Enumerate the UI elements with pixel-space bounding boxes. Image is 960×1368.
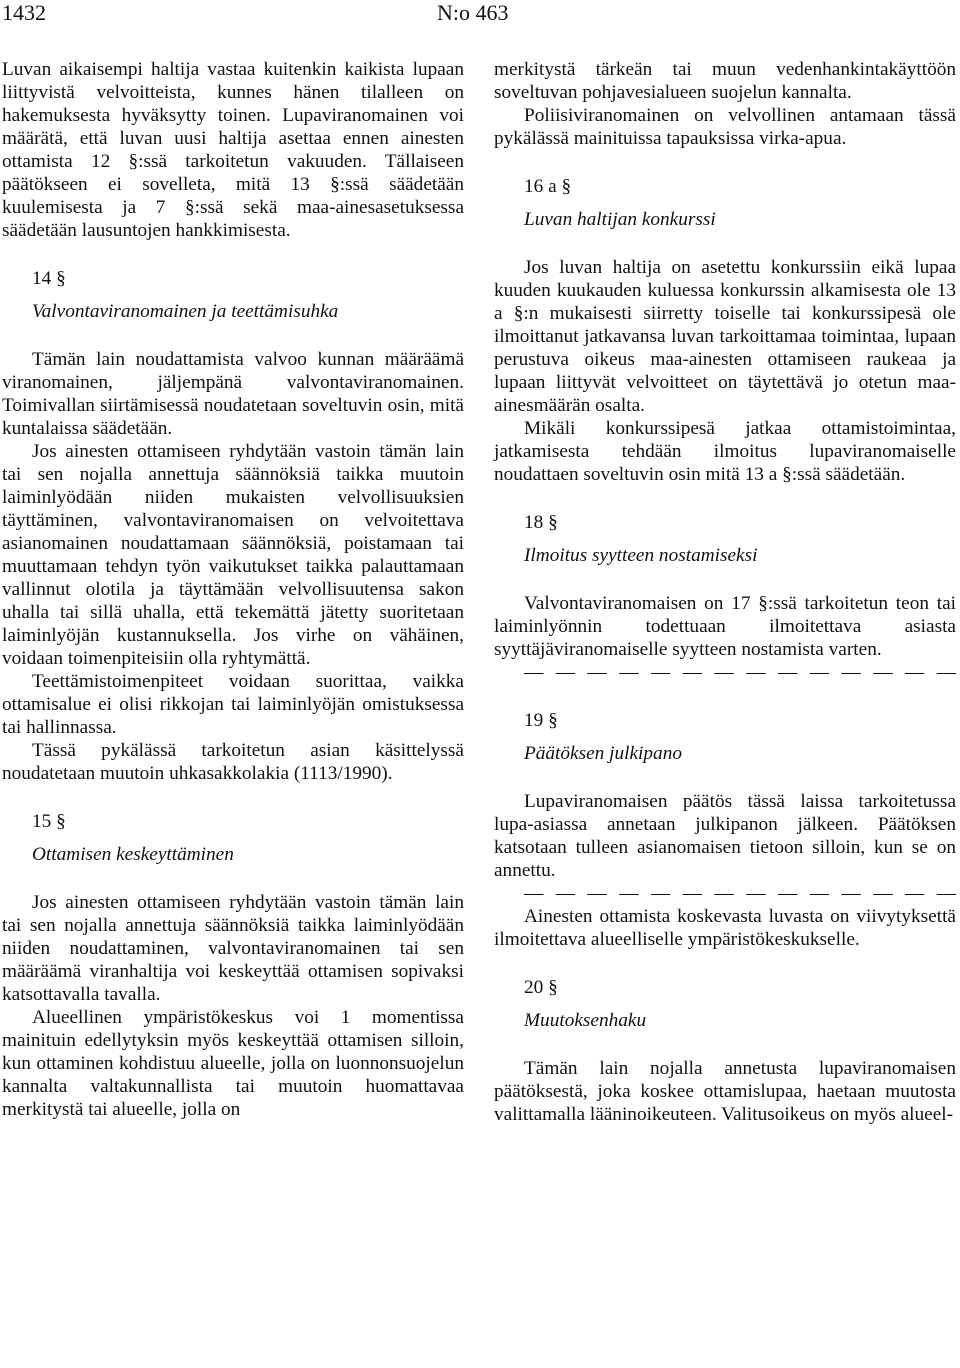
section-title: Valvontaviranomainen ja teettämisuhka	[32, 301, 339, 322]
section-number: 15 §	[32, 811, 66, 832]
paragraph: Tämän lain noudattamista valvoo kunnan määräämä viranomainen, jäljempänä valvontaviranomainen. Toimivallan siirtämisessä noudatetaan soveltuvin osin, mitä kuntalaissa säädetään.	[2, 349, 464, 439]
paragraph: Jos ainesten ottamiseen ryhdytään vastoin tämän lain tai sen nojalla annettuja säännöksiä taikka laiminlyödään niiden noudattaminen, valvontaviranomainen tai sen määräämä viranhaltija voi keskeyttää ottamisen sopivaksi katsottavalla tavalla.	[2, 892, 464, 1005]
left-column	[2, 58, 464, 1121]
omission-dashes: — — — — — — — — — — — — — —	[524, 883, 956, 904]
paragraph: Alueellinen ympäristökeskus voi 1 momentissa mainituin edellytyksin myös keskeyttää ottamisen silloin, kun ottaminen kohdistuu alueelle, jolla on luonnonsuojelun kannalta valtakunnallista tai muutoin huomattavaa merkitystä tai alueelle, jolla on	[2, 1007, 464, 1120]
paragraph: Mikäli konkurssipesä jatkaa ottamistoimintaa, jatkamisesta tehdään ilmoitus lupaviranomaiselle noudattaen soveltuvin osin mitä 13 a §:ssä säädetään.	[494, 418, 956, 485]
section-title: Luvan haltijan konkurssi	[524, 209, 716, 230]
paragraph: Tässä pykälässä tarkoitetun asian käsittelyssä noudatetaan muutoin uhkasakkolakia (1113/1990).	[2, 740, 464, 784]
paragraph: Jos ainesten ottamiseen ryhdytään vastoin tämän lain tai sen nojalla annettuja säännöksiä taikka muutoin laiminlyödään niiden mukaisten velvollisuuksien täyttäminen, valvontaviranomaisen on velvoitettava asianomainen noudattamaan säännöksiä, poistamaan tai muuttamaan tehdyn työn vaikutukset taikka palauttamaan vallinnut olotila ja täyttämään velvollisuutensa sakon uhalla tai sillä uhalla, että tekemättä jätetty suoritetaan laiminlyöjän kustannuksella. Jos virhe on vähäinen, voidaan toimenpiteisiin olla ryhtymättä.	[2, 441, 464, 669]
paragraph: Ainesten ottamista koskevasta luvasta on viivytyksettä ilmoitettava alueelliselle ympäristökeskukselle.	[494, 906, 956, 950]
section-number: 18 §	[524, 512, 558, 533]
section-number: 16 a §	[524, 176, 572, 197]
section-number: 14 §	[32, 268, 66, 289]
page-header	[0, 0, 960, 30]
section-title: Päätöksen julkipano	[524, 743, 682, 764]
paragraph: merkitystä tärkeän tai muun vedenhankintakäyttöön soveltuvan pohjavesialueen suojelun kannalta.	[494, 59, 956, 103]
paragraph: Teettämistoimenpiteet voidaan suorittaa, vaikka ottamisalue ei olisi rikkojan tai laiminlyöjän omistuksessa tai hallinnassa.	[2, 671, 464, 738]
section-number: 20 §	[524, 977, 558, 998]
paragraph: Tämän lain nojalla annetusta lupaviranomaisen päätöksestä, joka koskee ottamislupaa, haetaan muutosta valittamalla lääninoikeuteen. Valitusoikeus on myös alueel-	[494, 1058, 956, 1125]
paragraph: Poliisiviranomainen on velvollinen antamaan tässä pykälässä mainituissa tapauksissa virka-apua.	[494, 105, 956, 149]
section-title: Muutoksenhaku	[524, 1010, 647, 1031]
issue-number: N:o 463	[437, 0, 509, 25]
section-number: 19 §	[524, 710, 558, 731]
paragraph: Valvontaviranomaisen on 17 §:ssä tarkoitetun teon tai laiminlyönnin todettuaan ilmoitettava asiasta syyttäjäviranomaiselle syytteen nostamista varten.	[494, 593, 956, 660]
page-number: 1432	[2, 0, 46, 25]
paragraph: Jos luvan haltija on asetettu konkurssiin eikä lupaa kuuden kuukauden kuluessa konkurssin alkamisesta ole 13 a §:n mukaisesti siirretty toiselle tai konkurssipesä ole ilmoittanut jatkavansa luvan tarkoittamaa toimintaa, lupaan perustuva oikeus maa-ainesten ottamiseen raukeaa ja lupaan liittyvät velvoitteet on täytettävä jo otetun maa-ainesmäärän osalta.	[494, 257, 956, 416]
paragraph: Lupaviranomaisen päätös tässä laissa tarkoitetussa lupa-asiassa annetaan julkipanon jälkeen. Päätöksen katsotaan tulleen asianomaisen tietoon silloin, kun se on annettu.	[494, 791, 956, 881]
paragraph: Luvan aikaisempi haltija vastaa kuitenkin kaikista lupaan liittyvistä velvoitteista, kunnes hänen tilalleen on hakemuksesta hyväksytty toinen. Lupaviranomainen voi määrätä, että luvan uusi haltija asettaa ennen ainesten ottamista 12 §:ssä tarkoitetun vakuuden. Tällaiseen päätökseen ei sovelleta, mitä 13 §:ssä säädetään kuulemisesta ja 7 §:ssä sekä maa-ainesasetuksessa säädetään lausuntojen hankkimisesta.	[2, 59, 464, 241]
omission-dashes: — — — — — — — — — — — — — —	[524, 662, 956, 683]
right-column	[494, 58, 956, 1126]
section-title: Ottamisen keskeyttäminen	[32, 844, 234, 865]
section-title: Ilmoitus syytteen nostamiseksi	[524, 545, 758, 566]
